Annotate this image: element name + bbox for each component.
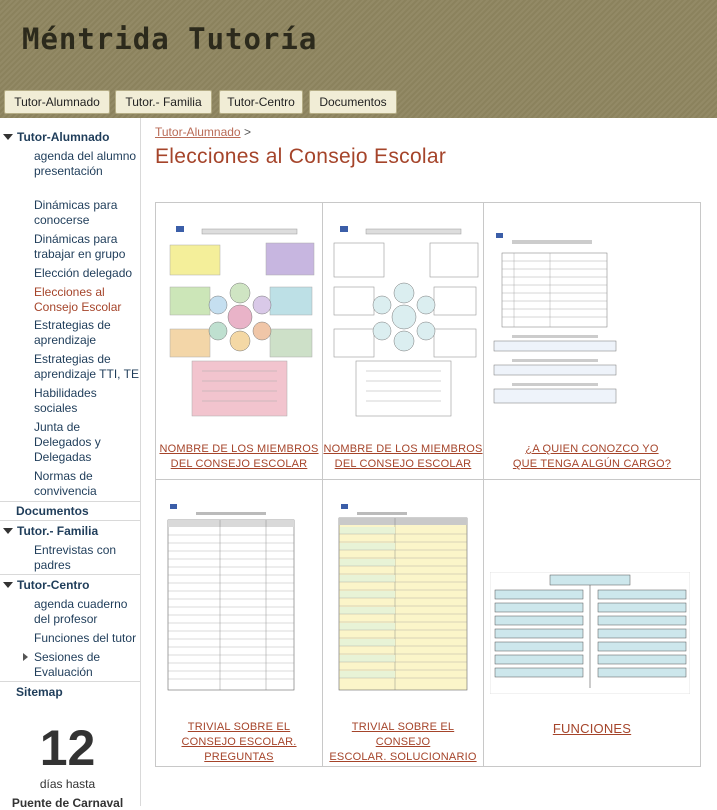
- sidebar-section-tutor-centro[interactable]: Tutor-Centro: [0, 578, 140, 592]
- document-thumbnail[interactable]: [326, 221, 481, 421]
- breadcrumb-link[interactable]: Tutor-Alumnado: [155, 125, 241, 139]
- document-cell: [323, 480, 484, 766]
- documents-grid: [155, 202, 701, 767]
- breadcrumb-separator: >: [243, 125, 251, 139]
- sidebar-item-normas[interactable]: Normas de convivencia: [34, 469, 97, 498]
- site-header: [0, 0, 717, 118]
- countdown-label: días hasta: [39, 777, 96, 791]
- sidebar-item-junta-delegados[interactable]: Junta de Delegados y Delegadas: [34, 420, 101, 464]
- countdown-number: 12: [39, 720, 96, 776]
- sidebar-item-estrategias-tti[interactable]: Estrategias de aprendizaje TTI, TE: [34, 352, 139, 381]
- sidebar: [0, 118, 141, 806]
- document-link[interactable]: NOMBRE DE LOS MIEMBROS DEL CONSEJO ESCOLAR: [323, 443, 483, 470]
- divider: [0, 501, 140, 502]
- expanded-triangle-icon[interactable]: [3, 582, 13, 588]
- document-cell: [156, 203, 323, 480]
- document-thumbnail[interactable]: [166, 502, 296, 692]
- sidebar-item-sesiones-evaluacion[interactable]: Sesiones de Evaluación: [34, 650, 140, 680]
- divider: [0, 520, 140, 521]
- document-link[interactable]: NOMBRE DE LOS MIEMBROS DEL CONSEJO ESCOLAR: [159, 443, 319, 470]
- sidebar-item-eleccion-delegado[interactable]: Elección delegado: [34, 266, 133, 280]
- document-thumbnail[interactable]: [337, 502, 469, 692]
- sidebar-section-documentos[interactable]: Documentos: [16, 504, 89, 518]
- nav-tab-tutor-alumnado[interactable]: Tutor-Alumnado: [4, 90, 110, 114]
- sidebar-section-tutor-familia[interactable]: Tutor.- Familia: [0, 524, 140, 538]
- sidebar-item-estrategias[interactable]: Estrategias de aprendizaje: [34, 318, 111, 347]
- document-cell: [484, 480, 700, 766]
- sidebar-item-funciones-tutor[interactable]: Funciones del tutor: [34, 631, 137, 645]
- document-link[interactable]: ¿A QUIEN CONOZCO YO QUE TENGA ALGÚN CARGO?: [512, 443, 672, 470]
- sidebar-item-entrevistas[interactable]: Entrevistas con padres: [34, 543, 117, 572]
- sidebar-section-tutor-alumnado[interactable]: Tutor-Alumnado: [0, 130, 140, 144]
- breadcrumb: [155, 125, 251, 139]
- sidebar-item-agenda-alumno[interactable]: agenda del alumno presentación: [34, 149, 137, 178]
- sidebar-section-sitemap[interactable]: Sitemap: [16, 685, 63, 699]
- document-cell: [484, 203, 700, 480]
- countdown-widget: [0, 722, 135, 810]
- sidebar-item-agenda-profesor[interactable]: agenda cuaderno del profesor: [34, 597, 128, 626]
- document-link[interactable]: FUNCIONES: [552, 721, 632, 736]
- document-link[interactable]: TRIVIAL SOBRE EL CONSEJO ESCOLAR. PREGUNTAS: [181, 721, 297, 763]
- expanded-triangle-icon[interactable]: [3, 134, 13, 140]
- document-thumbnail[interactable]: [490, 572, 690, 694]
- divider: [0, 681, 140, 682]
- document-thumbnail[interactable]: [492, 231, 618, 413]
- collapsed-triangle-icon[interactable]: [23, 653, 28, 661]
- expanded-triangle-icon[interactable]: [3, 528, 13, 534]
- page-title: Elecciones al Consejo Escolar: [155, 145, 447, 168]
- sidebar-item-consejo-escolar[interactable]: Elecciones al Consejo Escolar: [34, 285, 122, 314]
- document-cell: [156, 480, 323, 766]
- sidebar-item-habilidades[interactable]: Habilidades sociales: [34, 386, 97, 415]
- document-link[interactable]: TRIVIAL SOBRE EL CONSEJO ESCOLAR. SOLUCIONARIO: [329, 721, 477, 763]
- document-cell: [323, 203, 484, 480]
- nav-tab-documentos[interactable]: Documentos: [309, 90, 397, 114]
- nav-tab-tutor-centro[interactable]: Tutor-Centro: [219, 90, 303, 114]
- sidebar-item-dinamicas-grupo[interactable]: Dinámicas para trabajar en grupo: [34, 232, 126, 261]
- sidebar-item-dinamicas-conocerse[interactable]: Dinámicas para conocerse: [34, 198, 118, 227]
- nav-tab-tutor-familia[interactable]: Tutor.- Familia: [115, 90, 212, 114]
- divider: [0, 574, 140, 575]
- countdown-event: Puente de Carnaval: [11, 796, 124, 810]
- document-thumbnail[interactable]: [162, 221, 317, 421]
- site-title[interactable]: Méntrida Tutoría: [22, 22, 318, 56]
